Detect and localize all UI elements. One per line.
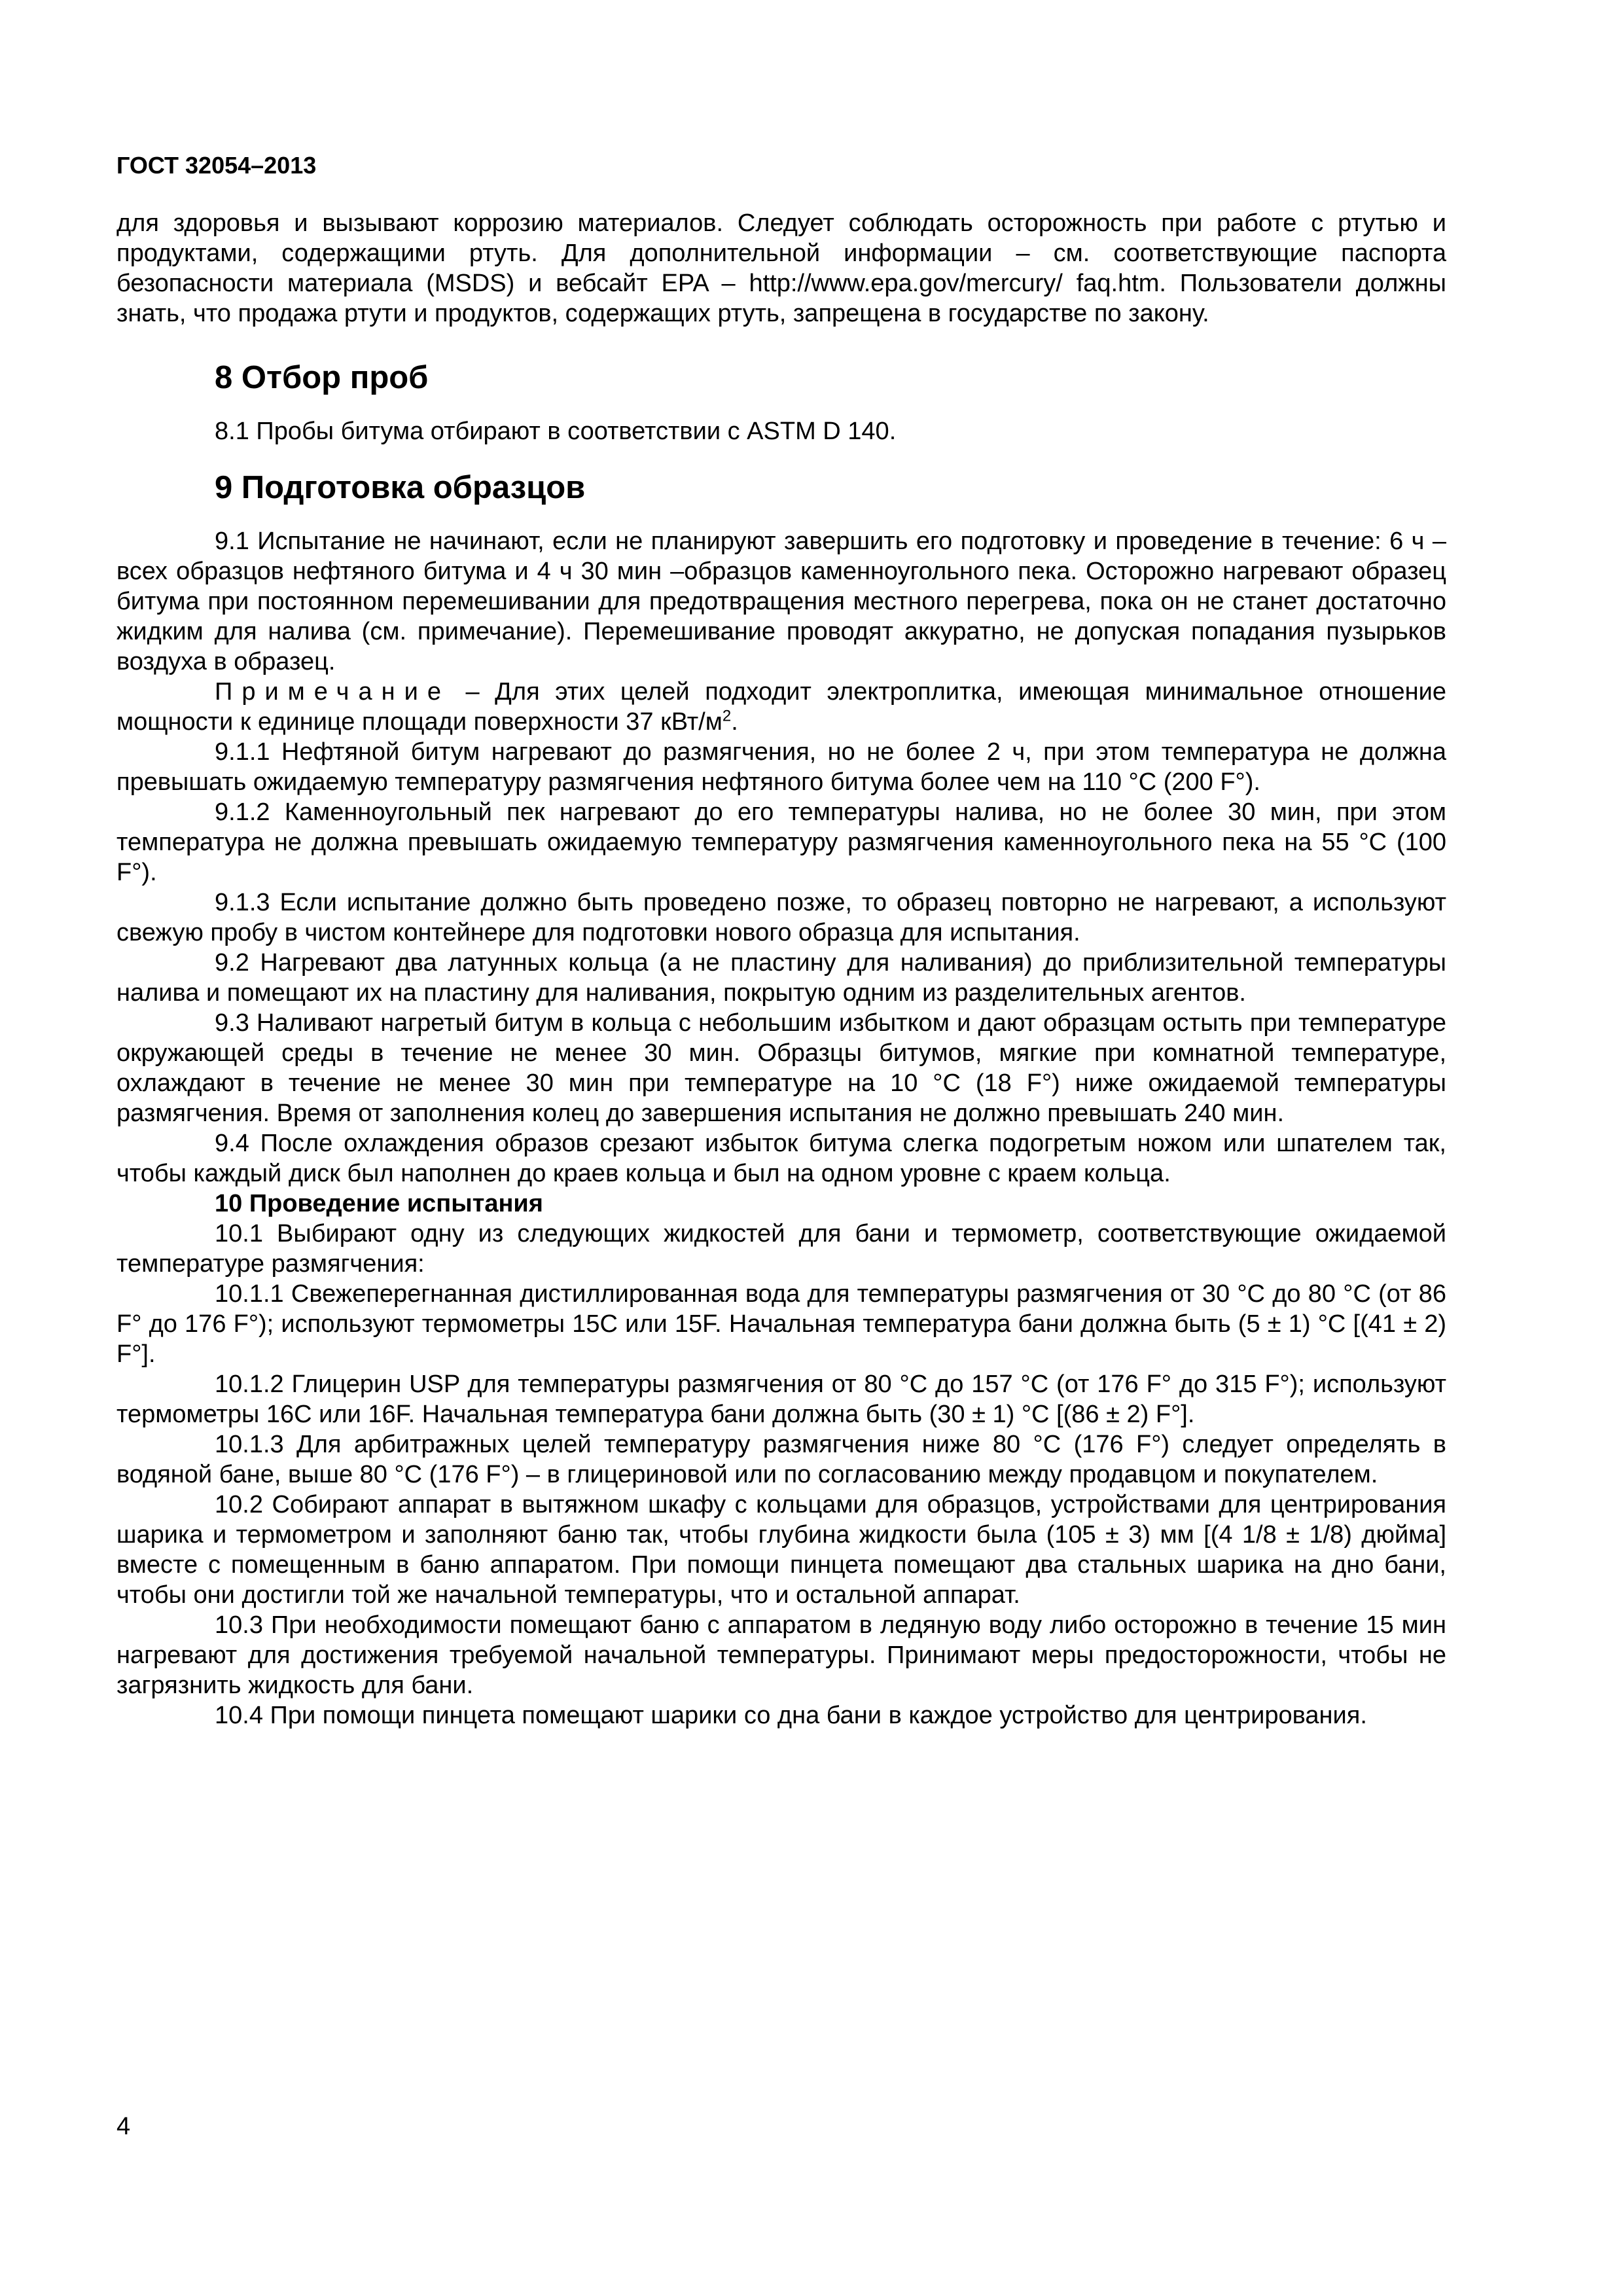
note-superscript: 2 xyxy=(722,707,732,725)
section-8-title: 8 Отбор проб xyxy=(215,360,429,395)
note-label: Примечание xyxy=(215,678,450,706)
document-body xyxy=(116,208,1446,1731)
note-text: – Для этих целей подходит электроплитка, имеющая минимальное отношение мощности к единице площади поверхности 37 кВт/м xyxy=(116,678,1446,736)
paragraph-9-1-3: 9.1.3 Если испытание должно быть проведено позже, то образец повторно не нагревают, а используют свежую пробу в чистом контейнере для подготовки нового образца для испытания. xyxy=(116,889,1446,946)
note-end: . xyxy=(731,708,738,736)
paragraph-9-4: 9.4 После охлаждения образов срезают избыток битума слегка подогретым ножом или шпателем так, чтобы каждый диск был наполнен до краев кольца и был на одном уровне с краем кольца. xyxy=(116,1130,1446,1187)
intro-paragraph: для здоровья и вызывают коррозию материалов. Следует соблюдать осторожность при работе с ртутью и продуктами, содержащими ртуть. Для дополнительной информации – см. соответствующие паспорта безопасности материала (MSDS) и вебсайт EPA – http://www.epa.gov/mercury/ faq.htm. Пользователи должны знать, что продажа ртути и продуктов, содержащих ртуть, запрещена в государстве по закону. xyxy=(116,209,1446,327)
section-10-title: 10 Проведение испытания xyxy=(215,1190,543,1217)
paragraph-10-2: 10.2 Собирают аппарат в вытяжном шкафу с кольцами для образцов, устройствами для центрирования шарика и термометром и заполняют баню так, чтобы глубина жидкости была (105 ± 3) мм [(4 1/8 ± 1/8) дюйма] вместе с помещенным в баню аппаратом. При помощи пинцета помещают два стальных шарика на дно бани, чтобы они достигли той же начальной температуры, что и остальной аппарат. xyxy=(116,1491,1446,1609)
section-9-title: 9 Подготовка образцов xyxy=(215,470,586,505)
paragraph-9-3: 9.3 Наливают нагретый битум в кольца с небольшим избытком и дают образцам остыть при температуре окружающей среды в течение не менее 30 мин. Образцы битумов, мягкие при комнатной температуре, охлаждают в течение не менее 30 мин при температуре на 10 °С (18 F°) ниже ожидаемой температуры размягчения. Время от заполнения колец до завершения испытания не должно превышать 240 мин. xyxy=(116,1009,1446,1127)
paragraph-9-1-1: 9.1.1 Нефтяной битум нагревают до размягчения, но не более 2 ч, при этом температура не должна превышать ожидаемую температуру размягчения нефтяного битума более чем на 110 °С (200 F°). xyxy=(116,738,1446,796)
paragraph-10-1: 10.1 Выбирают одну из следующих жидкостей для бани и термометр, соответствующие ожидаемой температуре размягчения: xyxy=(116,1220,1446,1278)
paragraph-10-1-1: 10.1.1 Свежеперегнанная дистиллированная вода для температуры размягчения от 30 °С до 80 °С (от 86 F° до 176 F°); используют термометры 15С или 15F. Начальная температура бани должна быть (5 ± 1) °С [(41 ± 2) F°]. xyxy=(116,1280,1446,1368)
paragraph-10-4: 10.4 При помощи пинцета помещают шарики со дна бани в каждое устройство для центрирования. xyxy=(215,1702,1367,1729)
paragraph-9-2: 9.2 Нагревают два латунных кольца (а не пластину для наливания) до приблизительной температуры налива и помещают их на пластину для наливания, покрытую одним из разделительных агентов. xyxy=(116,949,1446,1007)
note-paragraph xyxy=(116,677,1446,737)
paragraph-9-1-2: 9.1.2 Каменноугольный пек нагревают до его температуры налива, но не более 30 мин, при этом температура не должна превышать ожидаемую температуру размягчения каменноугольного пека на 55 °С (100 F°). xyxy=(116,798,1446,886)
page-number: 4 xyxy=(116,2113,131,2140)
paragraph-10-3: 10.3 При необходимости помещают баню с аппаратом в ледяную воду либо осторожно в течение 15 мин нагревают для достижения требуемой начальной температуры. Принимают меры предосторожности, чтобы не загрязнить жидкость для бани. xyxy=(116,1611,1446,1699)
paragraph-10-1-3: 10.1.3 Для арбитражных целей температуру размягчения ниже 80 °С (176 F°) следует определять в водяной бане, выше 80 °С (176 F°) – в глицериновой или по согласованию между продавцом и покупателем. xyxy=(116,1431,1446,1488)
document-header: ГОСТ 32054–2013 xyxy=(116,152,317,179)
paragraph-10-1-2: 10.1.2 Глицерин USP для температуры размягчения от 80 °С до 157 °С (от 176 F° до 315 F°); используют термометры 16С или 16F. Начальная температура бани должна быть (30 ± 1) °С [(86 ± 2) F°]. xyxy=(116,1371,1446,1428)
paragraph-8-1: 8.1 Пробы битума отбирают в соответствии с ASTM D 140. xyxy=(215,418,897,445)
paragraph-9-1: 9.1 Испытание не начинают, если не планируют завершить его подготовку и проведение в течение: 6 ч – всех образцов нефтяного битума и 4 ч 30 мин –образцов каменноугольного пека. Осторожно нагревают образец битума при постоянном перемешивании для предотвращения местного перегрева, пока он не станет достаточно жидким для налива (см. примечание). Перемешивание проводят аккуратно, не допуская попадания пузырьков воздуха в образец. xyxy=(116,528,1446,675)
